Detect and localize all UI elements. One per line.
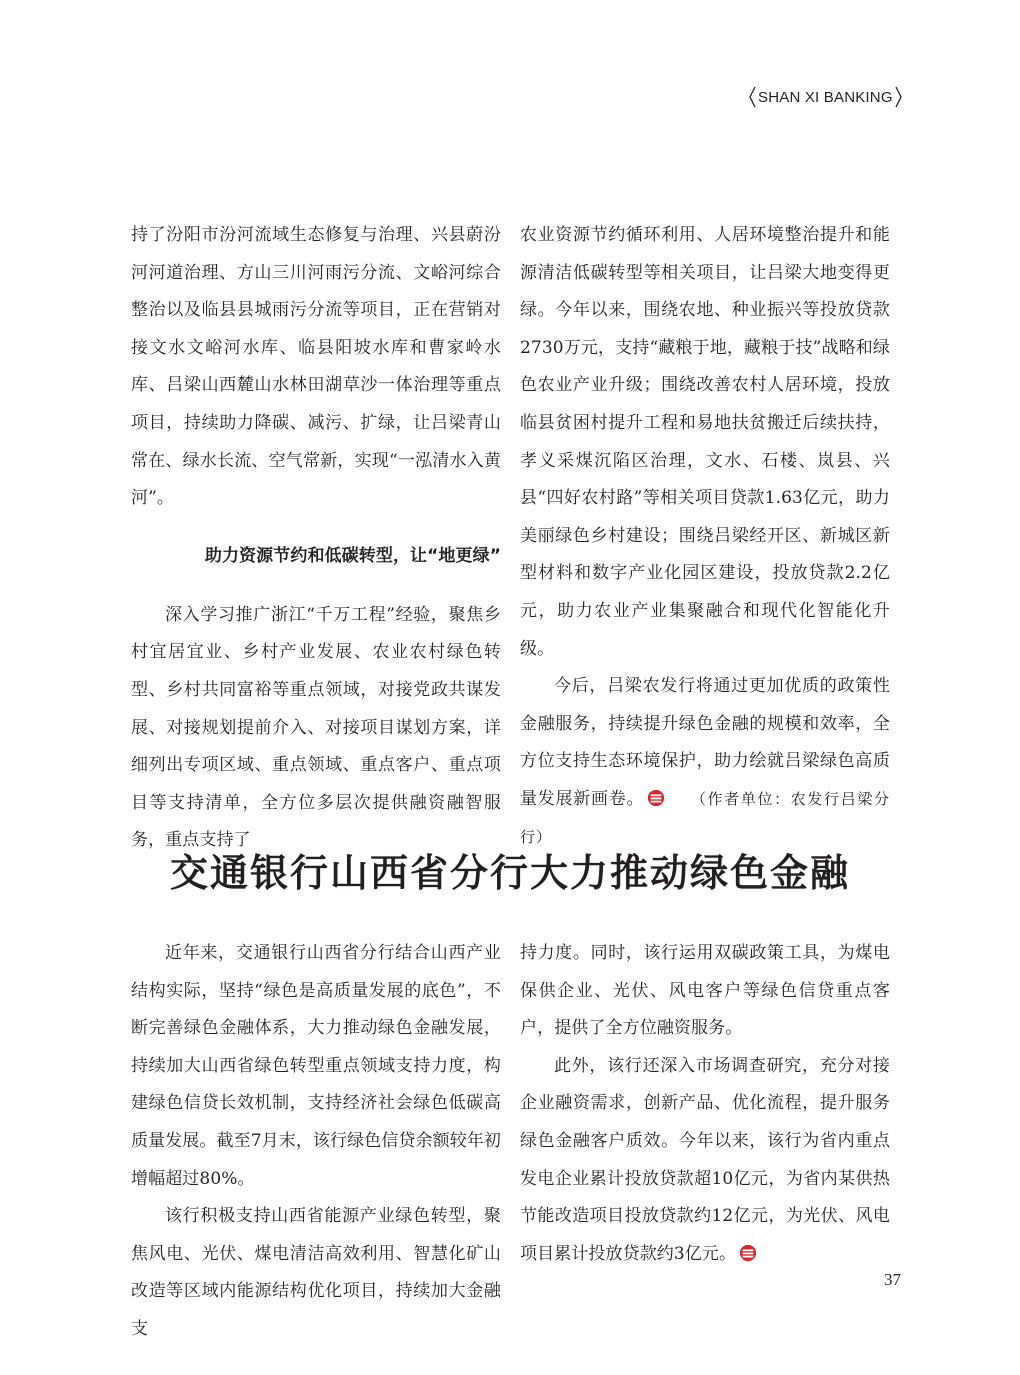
article2-title: 交通银行山西省分行大力推动绿色金融 [169, 850, 850, 895]
end-mark-logo-icon [739, 1244, 757, 1262]
article2-right-column [520, 935, 890, 1273]
article1-left-paragraph-1: 持了汾阳市汾河流域生态修复与治理、兴县蔚汾河河道治理、方山三川河雨污分流、文峪河综合整治以及临县县城雨污分流等项目，正在营销对接文水文峪河水库、临县阳坡水库和曹家岭水库、吕梁山西麓山水林田湖草沙一体治理等重点项目，持续助力降碳、减污、扩绿，让吕梁青山常在、绿水长流、空气常新，实现“一泓清水入黄河”。 [131, 225, 501, 509]
article2-right-paragraph-2-wrap [520, 1048, 890, 1274]
article2-right-paragraph-2: 此外，该行还深入市场调查研究，充分对接企业融资需求，创新产品、优化流程，提升服务绿色金融客户质效。今年以来，该行为省内重点发电企业累计投放贷款超10亿元，为省内某供热节能改造项目投放贷款约12亿元，为光伏、风电项目累计投放贷款约3亿元。 [520, 1055, 890, 1264]
article1-left-paragraph-2: 深入学习推广浙江“千万工程”经验，聚焦乡村宜居宜业、乡村产业发展、农业农村绿色转型、乡村共同富裕等重点领域，对接党政共谋发展、对接规划提前介入、对接项目谋划方案，详细列出专项区域、重点领域、重点客户、重点项目等支持清单，全方位多层次提供融资融智服务，重点支持了 [131, 604, 501, 851]
article1-subheading: 助力资源节约和低碳转型，让“地更绿” [204, 545, 501, 566]
article2-right-paragraph-1: 持力度。同时，该行运用双碳政策工具，为煤电保供企业、光伏、风电客户等绿色信贷重点客户，提供了全方位融资服务。 [520, 943, 890, 1039]
left-bracket-icon [748, 86, 756, 108]
page-number: 37 [884, 1270, 901, 1289]
article1-right-paragraph-1: 农业资源节约循环利用、人居环境整治提升和能源清洁低碳转型等相关项目，让吕梁大地变得更绿。今年以来，围绕农地、种业振兴等投放贷款2730万元，支持“藏粮于地，藏粮于技”战略和绿色农业产业升级；围绕改善农村人居环境，投放临县贫困村提升工程和易地扶贫搬迁后续扶持，孝义采煤沉陷区治理，文水、石楼、岚县、兴县“四好农村路”等相关项目贷款1.63亿元，助力美丽绿色乡村建设；围绕吕梁经开区、新城区新型材料和数字产业化园区建设，投放贷款2.2亿元，助力农业产业集聚融合和现代化智能化升级。 [520, 225, 890, 659]
article2-left-paragraph-1: 近年来，交通银行山西省分行结合山西产业结构实际，坚持“绿色是高质量发展的底色”，不断完善绿色金融体系，大力推动绿色金融发展，持续加大山西省绿色转型重点领域支持力度，构建绿色信贷长效机制，支持经济社会绿色低碳高质量发展。截至7月末，该行绿色信贷余额较年初增幅超过80%。 [131, 943, 502, 1189]
article1-right-column [520, 217, 890, 856]
section-header-tag [748, 84, 903, 110]
end-mark-logo-icon [647, 789, 665, 807]
article2-left-column [131, 935, 501, 1349]
article1-right-paragraph-2: 今后，吕梁农发行将通过更加优质的政策性金融服务，持续提升绿色金融的规模和效率，全方位支持生态环境保护，助力绘就吕梁绿色高质量发展新画卷。 [520, 676, 890, 809]
article2-left-paragraph-2: 该行积极支持山西省能源产业绿色转型，聚焦风电、光伏、煤电清洁高效利用、智慧化矿山改造等区域内能源结构优化项目，持续加大金融支 [131, 1206, 501, 1339]
article1-left-column [131, 217, 501, 860]
section-header-label: SHAN XI BANKING [758, 88, 893, 106]
article1-byline: （作者单位：农发行吕梁分行） [520, 789, 890, 846]
article1-right-paragraph-2-wrap [520, 668, 890, 856]
right-bracket-icon [895, 86, 903, 108]
